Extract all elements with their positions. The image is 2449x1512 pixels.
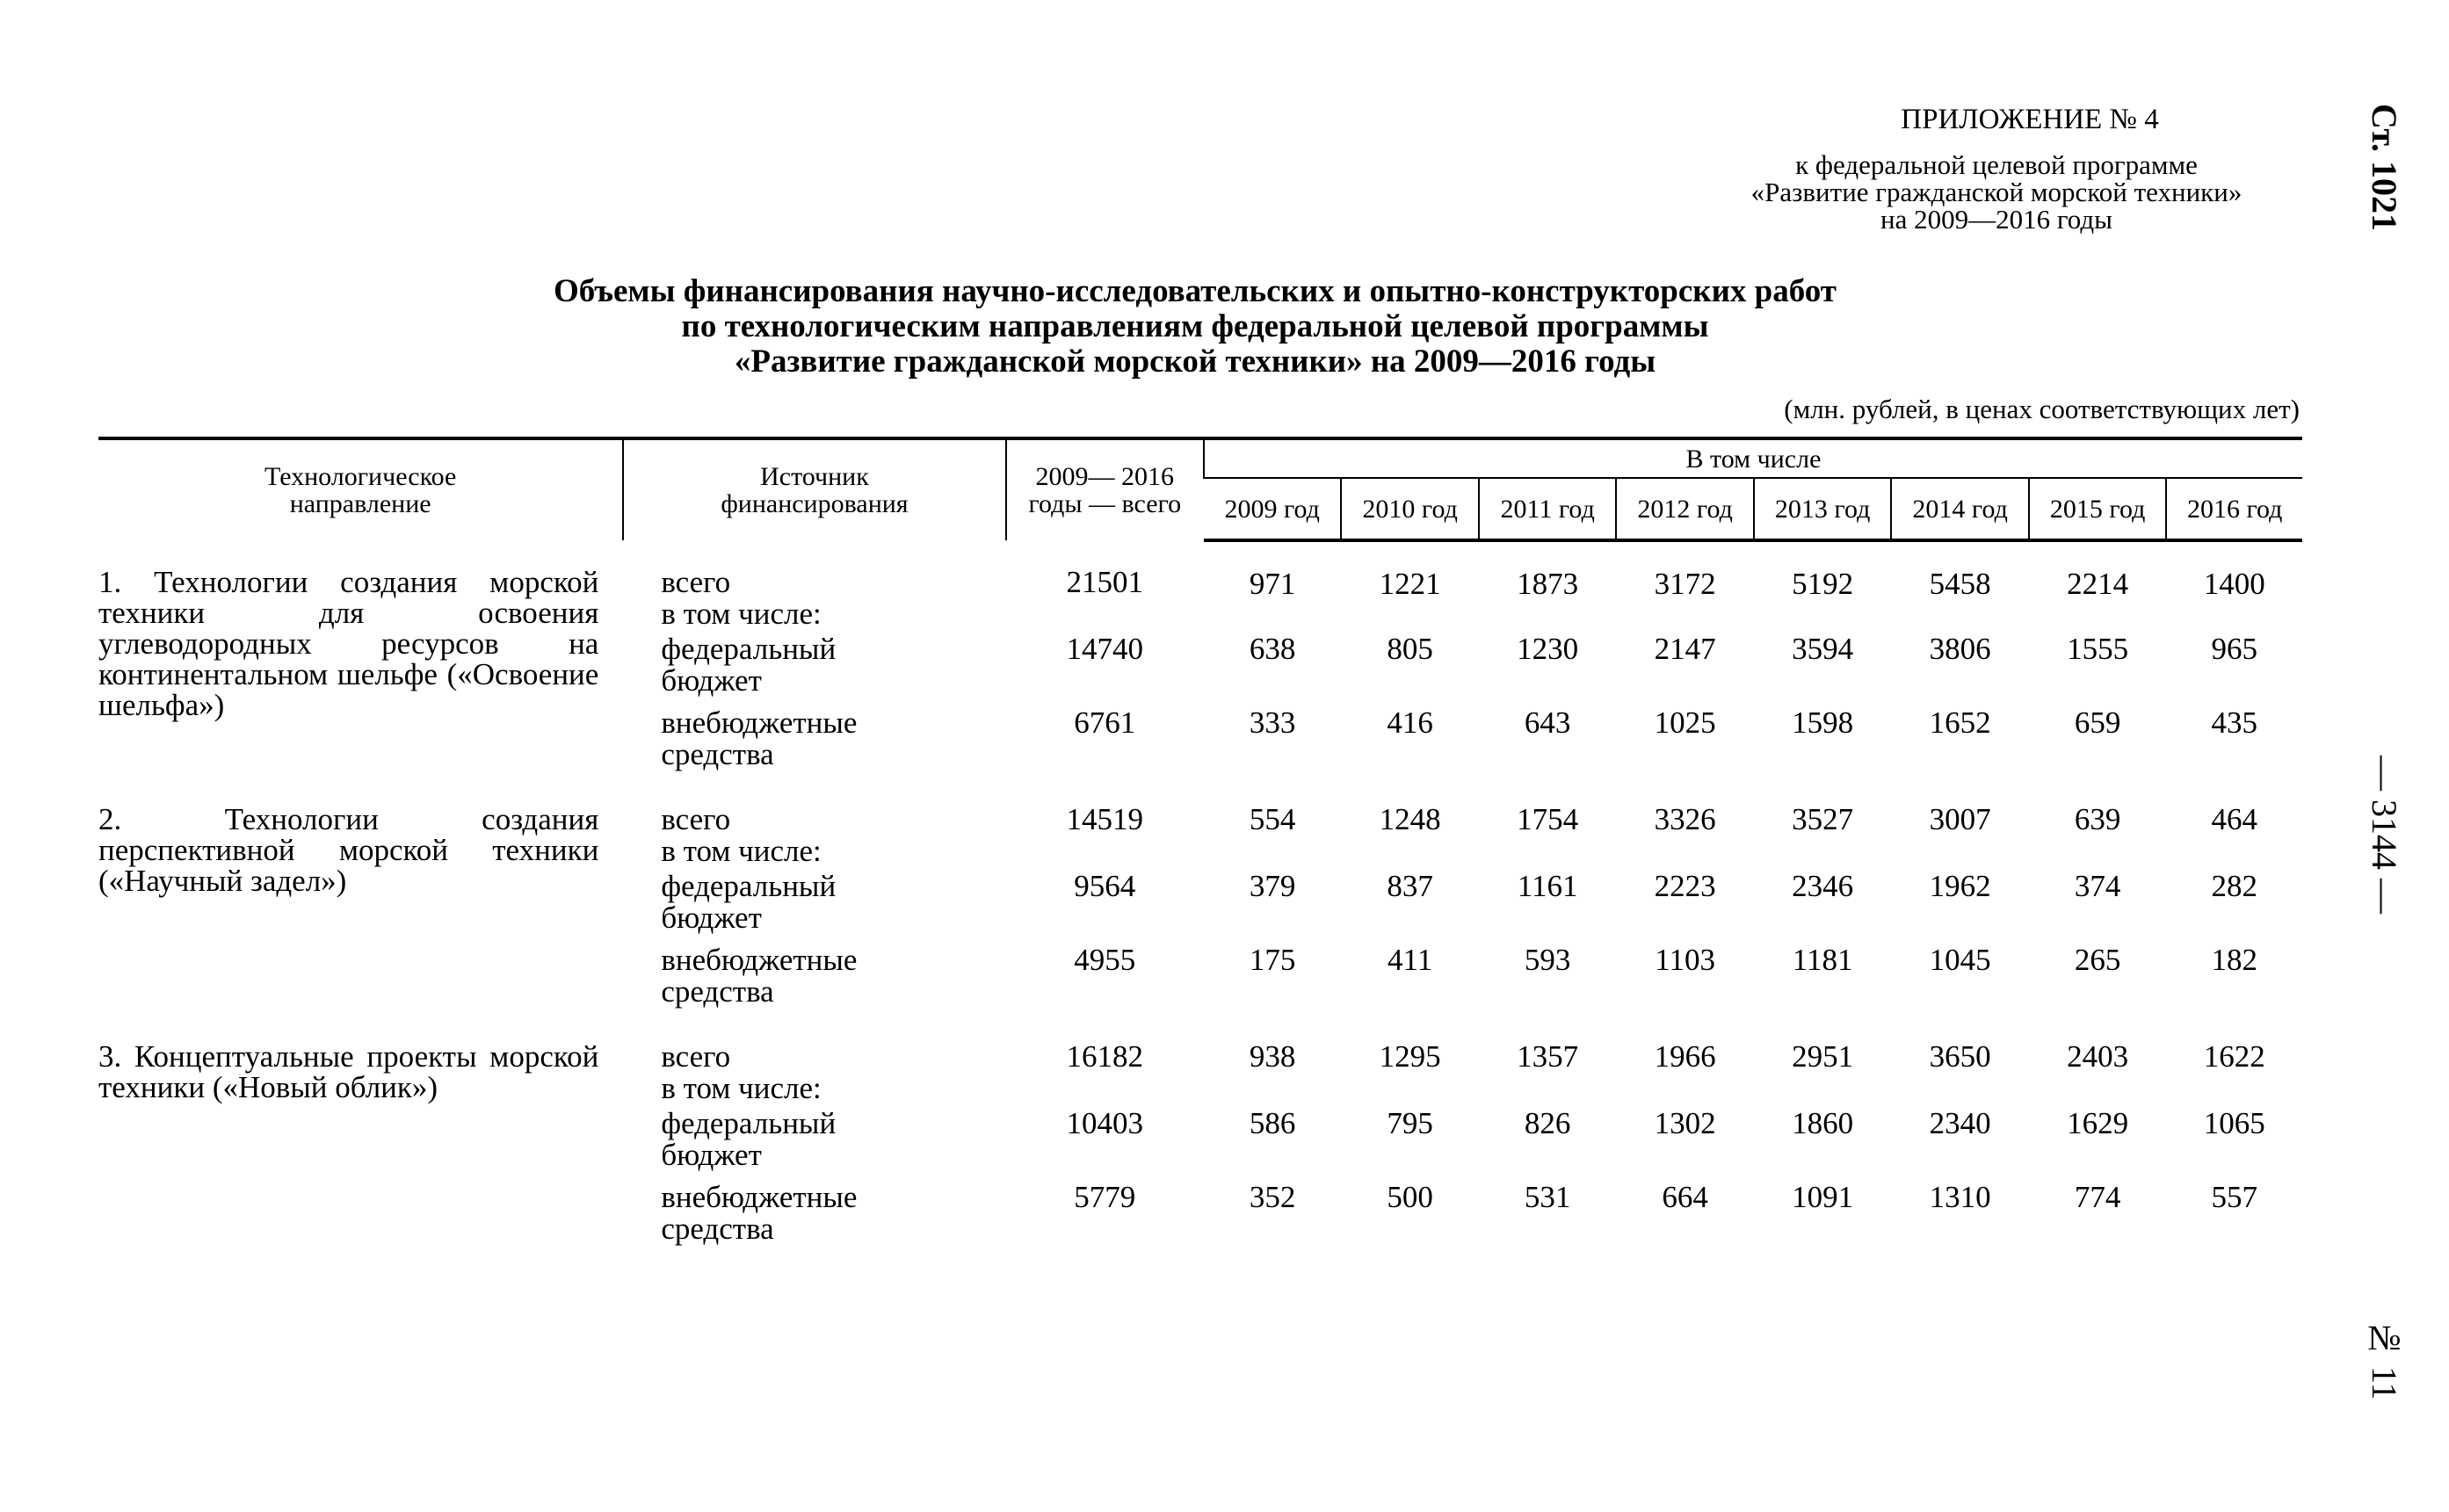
year-value-cell: 3650 [1929, 1039, 1991, 1074]
table-row [98, 778, 2302, 867]
year-value-cell: 531 [1524, 1180, 1571, 1214]
appendix-number: ПРИЛОЖЕНИЕ № 4 [1901, 104, 2159, 135]
source-cell [623, 778, 1005, 867]
appendix-label [1670, 104, 2285, 136]
source-cell [623, 941, 1005, 1015]
total-cell: 5779 [1074, 1180, 1136, 1214]
year-value-cell: 1025 [1654, 705, 1716, 740]
year-value-cell: 1230 [1517, 632, 1579, 666]
year-value-cell: 182 [2211, 943, 2257, 977]
header-year: 2010 год [1341, 478, 1479, 540]
year-value-cell: 586 [1249, 1106, 1296, 1140]
source-label: всего [661, 565, 731, 599]
year-value-cell: 3007 [1929, 802, 1991, 836]
year-value-cell: 2340 [1929, 1106, 1991, 1140]
total-cell: 4955 [1074, 943, 1136, 977]
year-value-cell: 2403 [2067, 1039, 2129, 1074]
total-cell: 16182 [1066, 1039, 1144, 1074]
source-label-cont: средства [661, 974, 774, 1009]
source-label-cont: средства [661, 1212, 774, 1246]
source-cell [623, 867, 1005, 941]
year-value-cell: 2346 [1792, 869, 1854, 903]
year-value-cell: 659 [2074, 705, 2121, 740]
year-value-cell: 416 [1387, 705, 1433, 740]
header-year: 2009 год [1204, 478, 1341, 540]
total-cell: 6761 [1074, 705, 1136, 740]
year-value-cell: 1555 [2067, 632, 2129, 666]
source-label: федеральный [661, 632, 837, 666]
year-value-cell: 374 [2074, 869, 2121, 903]
total-cell: 21501 [1066, 565, 1144, 599]
year-value-cell: 2147 [1654, 632, 1716, 666]
year-value-cell: 1221 [1379, 567, 1441, 601]
source-label: всего [661, 802, 731, 836]
year-value-cell: 557 [2211, 1180, 2257, 1214]
direction-cell: 3. Концептуальные проекты морской техники («Новый облик») [98, 1039, 599, 1104]
year-value-cell: 774 [2074, 1180, 2121, 1214]
year-value-cell: 1103 [1655, 943, 1715, 977]
year-value-cell: 500 [1387, 1180, 1433, 1214]
direction-cell: 2. Технологии создания перспективной морской техники («Научный задел») [98, 802, 599, 898]
year-value-cell: 265 [2074, 943, 2121, 977]
year-value-cell: 464 [2211, 802, 2257, 836]
year-value-cell: 639 [2074, 802, 2121, 836]
year-value-cell: 938 [1249, 1039, 1296, 1074]
year-value-cell: 1598 [1792, 705, 1854, 740]
year-value-cell: 1065 [2203, 1106, 2265, 1140]
year-value-cell: 1400 [2203, 567, 2265, 601]
year-value-cell: 1652 [1929, 705, 1991, 740]
year-value-cell: 1357 [1517, 1039, 1579, 1074]
source-label: внебюджетные [661, 1180, 858, 1214]
year-value-cell: 826 [1524, 1106, 1571, 1140]
document-title [316, 274, 2074, 380]
header-year: 2013 год [1754, 478, 1892, 540]
year-value-cell: 593 [1524, 943, 1571, 977]
year-value-cell: 3806 [1929, 632, 1991, 666]
units-note: (млн. рублей, в ценах соответствующих лет) [1784, 394, 2300, 424]
header-year: 2011 год [1479, 478, 1617, 540]
year-value-cell: 1310 [1929, 1180, 1991, 1214]
year-value-cell: 379 [1249, 869, 1296, 903]
header-year: 2015 год [2029, 478, 2167, 540]
year-value-cell: 3594 [1792, 632, 1854, 666]
year-value-cell: 664 [1662, 1180, 1708, 1214]
title-line: по технологическим направлениям федеральной целевой программы [681, 308, 1709, 344]
year-value-cell: 837 [1387, 869, 1433, 903]
year-value-cell: 2223 [1654, 869, 1716, 903]
year-value-cell: 1248 [1379, 802, 1441, 836]
year-value-cell: 1091 [1792, 1180, 1854, 1214]
year-value-cell: 5192 [1792, 567, 1854, 601]
title-line: Объемы финансирования научно-исследовательских и опытно-конструкторских работ [554, 273, 1837, 309]
header-including: В том числе [1204, 438, 2302, 478]
year-value-cell: 435 [2211, 705, 2257, 740]
year-value-cell: 1181 [1792, 943, 1853, 977]
direction-cell: 1. Технологии создания морской техники для освоения углеводородных ресурсов на континентальном шельфе («Освоение шельфа») [98, 565, 599, 722]
issue-number: № 11 [2365, 1318, 2404, 1400]
total-cell: 9564 [1074, 869, 1136, 903]
year-value-cell: 1045 [1929, 943, 1991, 977]
total-cell: 14740 [1066, 632, 1144, 666]
header-year: 2012 год [1616, 478, 1754, 540]
source-cell [623, 1104, 1005, 1178]
source-label: всего [661, 1039, 731, 1074]
year-value-cell: 965 [2211, 632, 2257, 666]
year-value-cell: 795 [1387, 1106, 1433, 1140]
year-value-cell: 175 [1249, 943, 1296, 977]
source-label: внебюджетные [661, 943, 858, 977]
year-value-cell: 411 [1388, 943, 1433, 977]
source-cell [623, 704, 1005, 778]
article-number: Ст. 1021 [2365, 104, 2404, 231]
year-value-cell: 5458 [1929, 567, 1991, 601]
funding-table [98, 437, 2302, 1252]
year-value-cell: 1629 [2067, 1106, 2129, 1140]
year-value-cell: 3172 [1654, 567, 1716, 601]
source-label-cont: в том числе: [661, 597, 822, 631]
source-cell [623, 540, 1005, 630]
subtitle-line: к федеральной целевой программе [1795, 149, 2198, 180]
year-value-cell: 638 [1249, 632, 1296, 666]
page-number: — 3144 — [2365, 756, 2404, 914]
total-cell: 14519 [1066, 802, 1144, 836]
source-label-cont: в том числе: [661, 1071, 822, 1105]
source-label-cont: в том числе: [661, 834, 822, 868]
source-label: внебюджетные [661, 705, 858, 740]
year-value-cell: 2214 [2067, 567, 2129, 601]
year-value-cell: 1295 [1379, 1039, 1441, 1074]
table-row [98, 1015, 2302, 1104]
header-total: 2009— 2016 годы — всего [1006, 438, 1204, 540]
year-value-cell: 1966 [1654, 1039, 1716, 1074]
source-cell [623, 1178, 1005, 1252]
year-value-cell: 1302 [1654, 1106, 1716, 1140]
total-cell: 10403 [1066, 1106, 1144, 1140]
source-label: федеральный [661, 1106, 837, 1140]
year-value-cell: 352 [1249, 1180, 1296, 1214]
year-value-cell: 1860 [1792, 1106, 1854, 1140]
header-source: Источник финансирования [623, 438, 1005, 540]
subtitle-line: «Развитие гражданской морской техники» [1750, 177, 2243, 207]
appendix-subtitle [1698, 151, 2295, 233]
source-label-cont: бюджет [661, 1138, 762, 1172]
year-value-cell: 1161 [1517, 869, 1578, 903]
year-value-cell: 3326 [1654, 802, 1716, 836]
header-year: 2014 год [1891, 478, 2029, 540]
title-line: «Развитие гражданской морской техники» на 2009—2016 годы [734, 344, 1656, 380]
year-value-cell: 2951 [1792, 1039, 1854, 1074]
header-year: 2016 год [2166, 478, 2302, 540]
year-value-cell: 805 [1387, 632, 1433, 666]
subtitle-line: на 2009—2016 годы [1880, 204, 2112, 235]
table-row [98, 540, 2302, 630]
year-value-cell: 971 [1249, 567, 1296, 601]
source-label-cont: средства [661, 737, 774, 771]
source-cell [623, 1015, 1005, 1104]
year-value-cell: 1622 [2203, 1039, 2265, 1074]
year-value-cell: 554 [1249, 802, 1296, 836]
year-value-cell: 1873 [1517, 567, 1579, 601]
year-value-cell: 1962 [1929, 869, 1991, 903]
year-value-cell: 282 [2211, 869, 2257, 903]
header-direction: Технологическое направление [98, 438, 623, 540]
year-value-cell: 333 [1249, 705, 1296, 740]
source-label-cont: бюджет [661, 663, 762, 698]
source-label-cont: бюджет [661, 901, 762, 935]
year-value-cell: 3527 [1792, 802, 1854, 836]
source-label: федеральный [661, 869, 837, 903]
year-value-cell: 1754 [1517, 802, 1579, 836]
source-cell [623, 630, 1005, 704]
year-value-cell: 643 [1524, 705, 1571, 740]
